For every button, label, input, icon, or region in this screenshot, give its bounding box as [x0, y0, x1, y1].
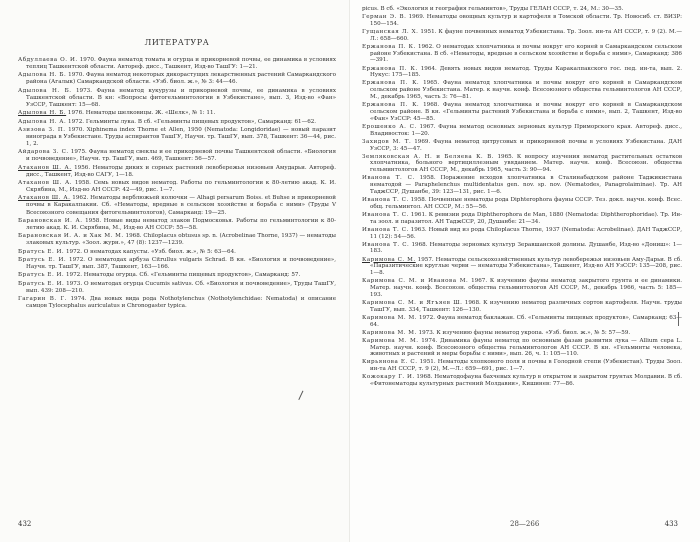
reference-text: 1968. Chiloplacus obtusus sp. n. (Acrobelinae Thorne, 1937) — нематоды злаковых культур. «Зоол. журн.», 47 (8): 1237—1239. — [26, 233, 336, 247]
reference-text: picus. В сб. «Экология и география гельминтов», Труды ГЕЛАН СССР, т. 24, М.: 30—35. — [362, 6, 624, 12]
page-number-left: 432 — [18, 520, 32, 528]
reference-entry — [18, 165, 336, 179]
reference-author: Адылова Н. Б. — [18, 87, 72, 94]
reference-entry — [362, 315, 682, 329]
reference-entry — [362, 66, 682, 80]
right-entry-list — [362, 6, 682, 388]
reference-text: 1956. Нематоды диких и сорных растений левобережья низовьев Амударьи. Автореф. дисс., Ташкент, Изд-во САГУ, 1—18. — [26, 164, 336, 178]
reference-entry — [362, 80, 682, 101]
reference-text: 1973. Фауна нематод кукурузы и прикорневой почвы, ее динамика в условиях Ташкентской области. В кн: «Вопросы фитогельминтологии в Узбекистане», вып. 3, Изд-во «Фан» УзССР, Ташкент: 15—68. — [26, 87, 337, 108]
reference-author: Захидов М. Т. — [362, 138, 412, 145]
reference-text: 1970. Фауна нематод томата и огурца и прикорневой почвы, ее динамика в условиях теплиц Ташкентской области. Автореф. дисс., Ташкент, Изд-во ТашГУ: 1—21. — [26, 57, 337, 71]
reference-author: Абдуллаева О. И. — [18, 57, 78, 63]
reference-entry — [18, 249, 336, 256]
reference-author: Каримова С. М. и Иванова М. — [362, 278, 469, 285]
page-heading: ЛИТЕРАТУРА — [144, 38, 210, 47]
reference-entry — [362, 330, 682, 337]
reference-author: Атаханов Ш. А. — [18, 180, 73, 186]
reference-text: 1970. Xiphinema index Thorne et Allen, 1950 (Nematoda: Longidoridae) — новый паразит винограда в Узбекистане. Труды аспирантов ТашГУ, Научн. тр. ТашГУ, вып. 378, Ташкент: 36—44, рис. 1, 2. — [26, 126, 337, 147]
reference-author: Барановская И. А. — [18, 217, 83, 224]
reference-text: 1958. Семь новых видов нематод. Работы по гельминтологии к 80-летию акад. К. И. Скрябина, М., Изд-во АН СССР: 42—49, рис. 1—7. — [26, 180, 336, 194]
reference-text: 1968. К изучению нематод различных сортов картофеля. Научн. труды ТашГУ, вып. 334, Ташкент: 126—130. — [370, 299, 682, 313]
reference-entry — [362, 124, 682, 138]
reference-author: Адылова Н. Б. — [18, 110, 67, 117]
reference-entry — [362, 374, 682, 388]
reference-author: Ержанова П. К. — [362, 43, 416, 50]
reference-text: 1968. Нематоды зерновых культур Зеравшанской долины. Душанбе, Изд-во «Дониш»: 1—183. — [370, 241, 683, 255]
reference-author: Герман Э. В. — [362, 14, 407, 21]
reference-text: 1976. Нематоды шелковицы. Ж. «Шелк», № 1: 11. — [67, 110, 216, 117]
reference-text: 1969. Нематоды овощных культур и картофеля в Томской области. Тр. Новосиб. ст. ВИЗР: 150—154. — [370, 14, 682, 27]
reference-text: 1951. К фауне почвенных нематод Узбекистана. Тр. Зоол. ин-та АН СССР, т. 9 (2). М.—Л.: 658—660. — [370, 28, 682, 42]
reference-author: Братусь Е. И. — [18, 256, 67, 263]
reference-text: 1963. Новый вид из рода Chiloplacus Thorne, 1937 (Nematoda: Acrobelinae). ДАН ТаджССР, 11 (12): 54—56. — [370, 226, 682, 240]
reference-entry — [362, 14, 682, 28]
reference-entry — [18, 149, 336, 163]
reference-entry — [18, 296, 336, 310]
reference-author: Атаханов Ш. А. — [18, 195, 71, 202]
reference-author: Ерошенко А. С. — [362, 123, 417, 130]
reference-author: Братусь Е. И. — [18, 280, 65, 287]
reference-entry — [362, 338, 682, 359]
reference-text: 1972. О нематодах капусты. «Узб. биол. ж.», № 5: 63—64. — [65, 248, 236, 255]
reference-text: 1968. Фауна нематод хлопчатника и почвы вокруг его корней в Самаркандском сельском районе. В кн. «Гельминты растений Узбекистана и борьба с ними», вып. 2, Ташкент, Изд-во «Фан» УзССР: 45—85. — [370, 102, 683, 122]
pen-mark — [298, 391, 310, 404]
reference-entry — [18, 218, 336, 232]
reference-text: 1965. К вопросу изучения нематод растительных остатков хлопчатника, больного вертициллезным увяданием. Матер. научн. конф. Всесоюзн. общества гельминтологов АН СССР, М., декабрь 1965, часть 3: 90—94. — [370, 153, 682, 174]
reference-author: Земляковская А. Н. и Беляева К. В. — [362, 153, 495, 160]
left-entry-list — [18, 57, 336, 310]
right-page — [350, 0, 700, 542]
reference-entry — [362, 44, 682, 65]
reference-text: 1961. К ревизии рода Diphtherophora de Man, 1880 (Nematoda: Diphtherophoridae). Тр. Ин-та зоол. и паразитол. АН ТаджССР, 20, Душанбе: 21—34. — [370, 211, 682, 225]
reference-author: Ержанова П. К. — [362, 65, 418, 72]
reference-entry — [18, 88, 336, 109]
reference-text: 1973. О нематодах огурца Cucumis sativus. Сб. «Биология и почвоведение», Труды ТашГУ, вып. 439: 208—210. — [26, 280, 337, 294]
reference-author: Адылова Н. Б. — [18, 72, 67, 79]
reference-author: Братусь Е. И. — [18, 248, 65, 255]
reference-entry — [362, 212, 682, 226]
reference-author: Азизова З. П. — [18, 126, 66, 133]
reference-entry — [18, 257, 336, 271]
reference-author: Каримова С. М. и Ягъяев Ш. — [362, 299, 463, 306]
reference-text: 1962. Нематоды верблюжьей колючки — Alhagi persarum Boiss. et Buhse и прикорневой почвы в Каракалпакии. Сб. «Нематоды, вредные в сельском хозяйстве и борьба с ними» (Труды V Всесоюзного совещания фитогельминтологов), Самарканд: 19—25. — [26, 195, 336, 216]
reference-author: Барановская И. А. и Хак М. М. — [18, 233, 124, 240]
reference-entry — [18, 180, 336, 194]
reference-author: Братусь Е. И. — [18, 272, 65, 279]
reference-text: 1970. Фауна нематод некоторых дикорастущих лекарственных растений Самаркандского района (Агалык) Самаркандской области. «Узб. биол. ж.», № 3: 44—46. — [26, 72, 337, 86]
reference-entry — [362, 139, 682, 153]
printer-signature: 28—266 — [510, 520, 540, 528]
reference-entry — [362, 300, 682, 314]
reference-author: Иванова Т. С. — [362, 241, 410, 248]
reference-entry — [362, 278, 682, 299]
reference-text: 1972. Нематоды огурца. Сб. «Гельминты пищевых продуктов», Самарканд: 57. — [65, 272, 301, 279]
reference-entry — [362, 257, 682, 278]
reference-author: Иванова Т. С. — [362, 175, 415, 182]
reference-entry — [362, 29, 682, 43]
reference-entry — [18, 57, 336, 71]
reference-text: 1958. Почвенные нематоды рода Diphterophora фауны СССР. Тез. докл. научн. конф. Всес. общ. гельминтол. АН СССР, М.: 55—56. — [370, 197, 682, 210]
reference-author: Атаханов Ш. А. — [18, 164, 72, 171]
reference-author: Каримова М. М. — [362, 314, 418, 321]
reference-author: Ержанова П. К. — [362, 80, 420, 87]
reference-text: 1957. Нематоды сельскохозяйственных культур левобережья низовьев Аму-Дарьи. В сб. «Паразитические круглые черви — нематоды Узбекистана», Ташкент, Изд-во АН УзССР: 135—208, рис. 1—8. — [370, 256, 682, 277]
reference-author: Кирьянова Е. С. — [362, 359, 418, 366]
reference-text: 1974. Два новых вида рода Nothotylenchus (Nothotylenchidae: Nematoda) и описание самцов Tylocephalus auriculatus и Chronogaster typica. — [26, 295, 337, 309]
reference-text: 1973. К изучению фауны нематод укропа. «Узб. биол. ж.», № 5: 57—59. — [418, 329, 631, 336]
reference-text: 1974. Динамика фауны нематод по основным фазам развития лука — Allium cepa L. Матер. научн. конф. Всесоюзного общества гельминтологов АН СССР. В кн. «Гельминты человека, животных и растений и меры борьбы с ними», вып. 26, ч. 1: 105—110. — [370, 337, 682, 358]
reference-author: Каримова М. М. — [362, 329, 417, 336]
reference-entry — [18, 272, 336, 279]
reference-entry — [18, 110, 336, 117]
reference-author: Кожокару Г. И. — [362, 374, 415, 381]
reference-text: 1975. Фауна нематод свеклы и ее прикорневой почвы Ташкентской области. «Биология и почвоведение», Научн. тр. ТашГУ, вып. 469, Ташкент: 56—57. — [26, 149, 336, 163]
reference-author: Иванова Т. С. — [362, 211, 409, 218]
reference-author: Иванова Т. С. — [362, 226, 409, 233]
reference-text: 1972. Фауна нематод баклажан. Сб. «Гельминты пищевых продуктов», Самарканд: 63—64. — [370, 314, 683, 328]
reference-author: Адылова Н. А. — [18, 118, 67, 125]
reference-entry — [362, 242, 682, 256]
reference-entry — [362, 154, 682, 175]
reference-entry — [362, 175, 682, 196]
reference-entry — [18, 281, 336, 295]
reference-entry — [362, 102, 682, 123]
page-number-right: 433 — [664, 520, 678, 528]
reference-author: Иванова Т. С. — [362, 197, 409, 203]
reference-entry — [362, 359, 682, 373]
reference-text: 1962. О нематодах хлопчатника и почвы вокруг его корней в Самаркандском сельском районе Узбекистана. В сб. «Нематоды, вредные в сельском хозяйстве и борьба с ними», Самарканд: 386—391. — [370, 43, 683, 64]
reference-entry — [18, 119, 336, 126]
reference-author: Каримова С. М. — [362, 256, 416, 263]
reference-text: 1958. Новые виды нематод злаков Подмосковья. Работы по гельминтологии к 80-летию акад. К. И. Скрябина, М., Изд-во АН СССР: 55—58. — [26, 217, 336, 231]
reference-text: 1965. Фауна нематод хлопчатника и почвы вокруг его корней в Самаркандском сельском районе Узбекистана. Матер. к научн. конф. Всесоюзного общества гельминтологов АН СССР, М., декабрь 1965, часть 3: 76—81. — [370, 80, 683, 101]
reference-author: Гущанская Л. Х. — [362, 28, 419, 35]
reference-text: 1951. Нематоды хлопкового поля и почвы в Голодной степи (Узбекистан). Труды Зоол. ин-та АН СССР, т. 9 (2), М.—Л.: 659—691, рис. 1—7. — [370, 359, 682, 373]
reference-entry — [362, 227, 682, 241]
reference-entry — [18, 72, 336, 86]
reference-author: Гагарин В. Г. — [18, 295, 68, 302]
reference-text: 1972. Гельминты лука. В сб. «Гельминты пищевых продуктов», Самарканд: 61—62. — [68, 118, 317, 125]
reference-entry — [18, 127, 336, 148]
reference-author: Айдарова З. С. — [18, 149, 69, 156]
reference-author: Ержанова П. К. — [362, 102, 420, 109]
reference-entry — [362, 6, 682, 13]
reference-text: 1967. Фауна нематод основных зерновых культур Приморского края. Автореф. дисс., Владивосток: 1—20. — [370, 123, 682, 137]
reference-text: 1958. Поражение всходов хлопчатника в Сталинабадском районе Таджикистана нематодой — Paraphelenchus multidentatus gen. nov. sp. nov. (Nematodes, Panagrolaiminae). Тр. АН ТаджССР, Душанбе, 39: 123—131, рис. 1—6. — [370, 175, 682, 195]
reference-text: 1972. О нематодах арбуза Citrullus vulgaris Schrad. В кн. «Биология и почвоведение», Научн. тр. ТашГУ, вып. 387, Ташкент, 163—166. — [26, 256, 336, 270]
reference-author: Каримова М. М. — [362, 337, 419, 344]
reference-text: 1967. К изучению фауны нематод закрытого грунта и ее динамики. Матер. научн. конф. Всесоюзн. общества гельминтологов АН СССР, М., декабрь 1966, часть 5: 185—193. — [370, 278, 682, 298]
reference-text: 1968. Нематодофауна бахчевых культур в открытом и закрытом грунтах Молдавии. В сб. «Фитонематоды культурных растений Молдавии», Кишинев: 77—86. — [370, 374, 682, 388]
reference-entry — [362, 197, 682, 211]
reference-text: 1964. Девять новых видов нематод. Труды Каракалпакского гос. пед. ин-та, вып. 2. Нукус: 175—185. — [370, 65, 683, 79]
reference-entry — [18, 233, 336, 247]
reference-entry — [18, 195, 336, 216]
reference-text: 1969. Фауна нематод цитрусовых и прикорневой почвы в условиях Узбекистана. ДАН УзССР, 3: 45—47. — [370, 138, 682, 152]
pen-mark — [670, 312, 679, 326]
